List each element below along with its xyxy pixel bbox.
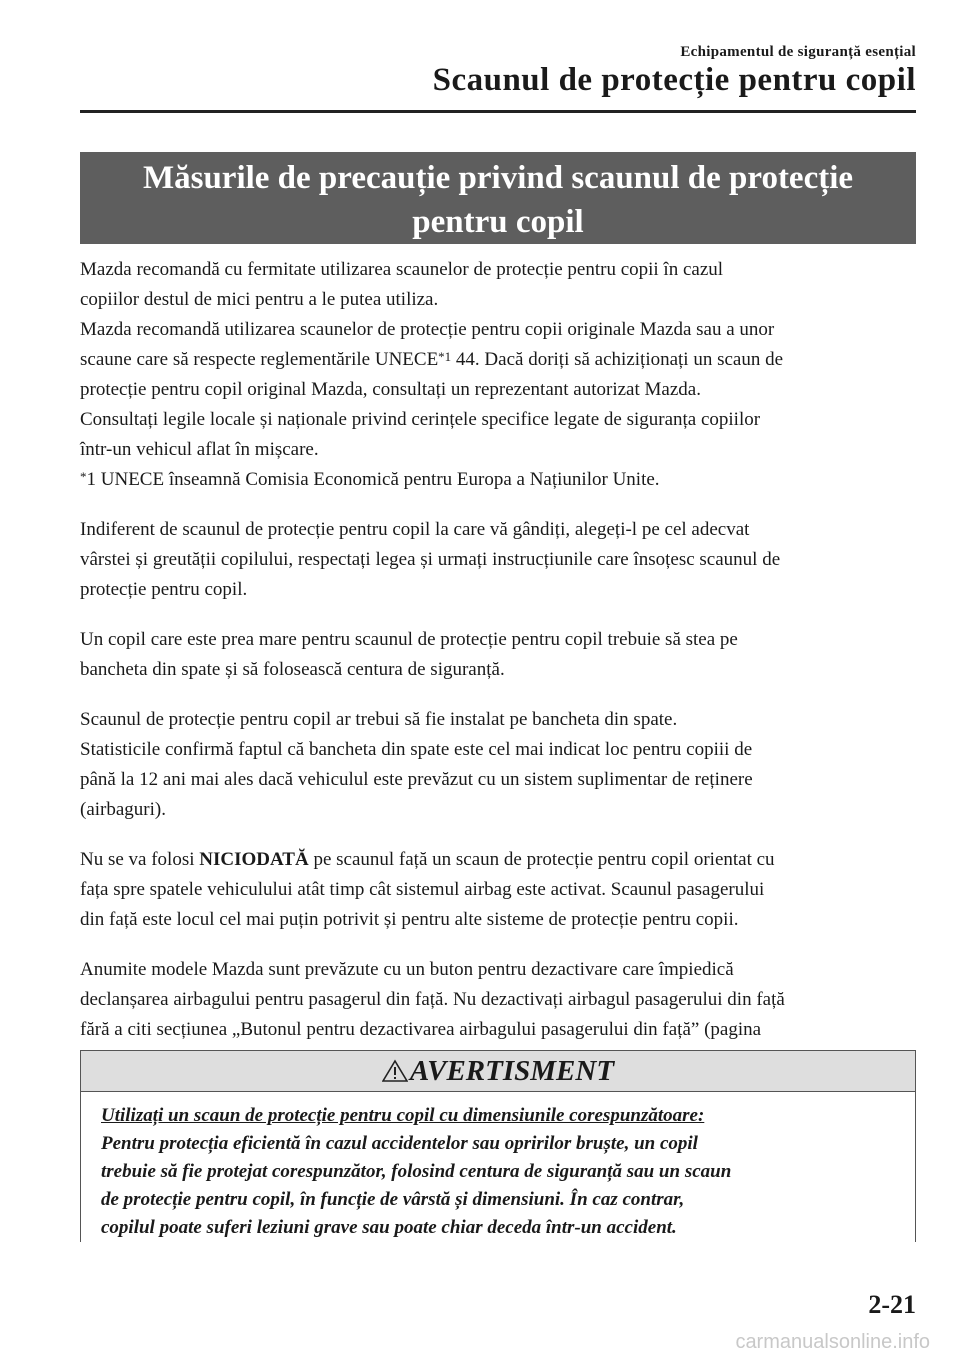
body-content bbox=[80, 255, 920, 1075]
text-span: scaune care să respecte reglementările UNECE bbox=[80, 349, 439, 370]
text-line: vârstei și greutății copilului, respectați legea și urmați instrucțiunile care însoțesc scaunul de bbox=[80, 549, 781, 570]
warning-body bbox=[81, 1092, 915, 1242]
text-line: Statisticile confirmă faptul că bancheta din spate este cel mai indicat loc pentru copiii de bbox=[80, 739, 753, 760]
emphasis-never: NICIODATĂ bbox=[199, 849, 309, 870]
text-span: pe scaunul față un scaun de protecție pentru copil orientat cu bbox=[308, 849, 775, 870]
text-line bbox=[80, 345, 920, 375]
warning-line: copilul poate suferi leziuni grave sau poate chiar deceda într-un accident. bbox=[101, 1217, 677, 1238]
text-line: Anumite modele Mazda sunt prevăzute cu un buton pentru dezactivare care împiedică bbox=[80, 959, 734, 980]
warning-line: trebuie să fie protejat corespunzător, folosind centura de siguranță sau un scaun bbox=[101, 1161, 732, 1182]
text-line: până la 12 ani mai ales dacă vehiculul este prevăzut cu un sistem suplimentar de reținere bbox=[80, 769, 753, 790]
text-line: Un copil care este prea mare pentru scaunul de protecție pentru copil trebuie să stea pe bbox=[80, 629, 738, 650]
text-line: declanșarea airbagului pentru pasagerul din față. Nu dezactivați airbagul pasagerului din față bbox=[80, 989, 785, 1010]
text-line: fața spre spatele vehiculului atât timp cât sistemul airbag este activat. Scaunul pasagerului bbox=[80, 879, 765, 900]
warning-lead: Utilizați un scaun de protecție pentru copil cu dimensiunile corespunzătoare: bbox=[101, 1105, 705, 1126]
text-line: Scaunul de protecție pentru copil ar trebui să fie instalat pe bancheta din spate. bbox=[80, 709, 678, 730]
text-span: 44. Dacă doriți să achiziționați un scaun de bbox=[451, 349, 784, 370]
warning-triangle-icon bbox=[382, 1054, 408, 1094]
warning-title: AVERTISMENT bbox=[409, 1055, 615, 1087]
text-line: Mazda recomandă cu fermitate utilizarea scaunelor de protecție pentru copii în cazul bbox=[80, 259, 724, 280]
section-title-line1: Măsurile de precauție privind scaunul de protecție bbox=[142, 160, 854, 196]
text-line: copiilor destul de mici pentru a le putea utiliza. bbox=[80, 289, 439, 310]
text-line: într-un vehicul aflat în mișcare. bbox=[80, 439, 319, 460]
header-divider bbox=[80, 110, 916, 113]
section-title bbox=[80, 152, 916, 244]
text-line: (airbaguri). bbox=[80, 799, 166, 820]
text-line bbox=[80, 845, 920, 875]
warning-line: de protecție pentru copil, în funcție de vârstă și dimensiuni. În caz contrar, bbox=[101, 1189, 685, 1210]
text-line: protecție pentru copil. bbox=[80, 579, 248, 600]
warning-header bbox=[81, 1050, 915, 1092]
text-line: bancheta din spate și să folosească centura de siguranță. bbox=[80, 659, 505, 680]
footnote-mark: * bbox=[80, 469, 87, 484]
footnote-reference: *1 bbox=[438, 349, 452, 364]
text-span: Nu se va folosi bbox=[80, 849, 200, 870]
text-line: fără a citi secțiunea „Butonul pentru dezactivarea airbagului pasagerului din față” (pagina bbox=[80, 1019, 762, 1040]
footnote bbox=[80, 465, 920, 495]
text-line: din față este locul cel mai puțin potrivit și pentru alte sisteme de protecție pentru copii. bbox=[80, 909, 739, 930]
running-header-title: Scaunul de protecție pentru copil bbox=[432, 62, 916, 98]
warning-line: Pentru protecția eficientă în cazul accidentelor sau opririlor bruște, un copil bbox=[101, 1133, 698, 1154]
running-header-section: Echipamentul de siguranță esențial bbox=[680, 44, 916, 60]
text-line: protecție pentru copil original Mazda, consultați un reprezentant autorizat Mazda. bbox=[80, 379, 701, 400]
page-number: 2-21 bbox=[868, 1290, 916, 1319]
text-line: Mazda recomandă utilizarea scaunelor de protecție pentru copii originale Mazda sau a unor bbox=[80, 319, 775, 340]
footnote-text: 1 UNECE înseamnă Comisia Economică pentru Europa a Națiunilor Unite. bbox=[86, 469, 660, 490]
warning-box bbox=[80, 1050, 916, 1242]
text-line: Consultați legile locale și naționale privind cerințele specifice legate de siguranța copiilor bbox=[80, 409, 761, 430]
section-title-line2: pentru copil bbox=[412, 204, 584, 240]
text-line: Indiferent de scaunul de protecție pentru copil la care vă gândiți, alegeți-l pe cel adecvat bbox=[80, 519, 750, 540]
watermark: carmanualsonline.info bbox=[735, 1331, 930, 1353]
